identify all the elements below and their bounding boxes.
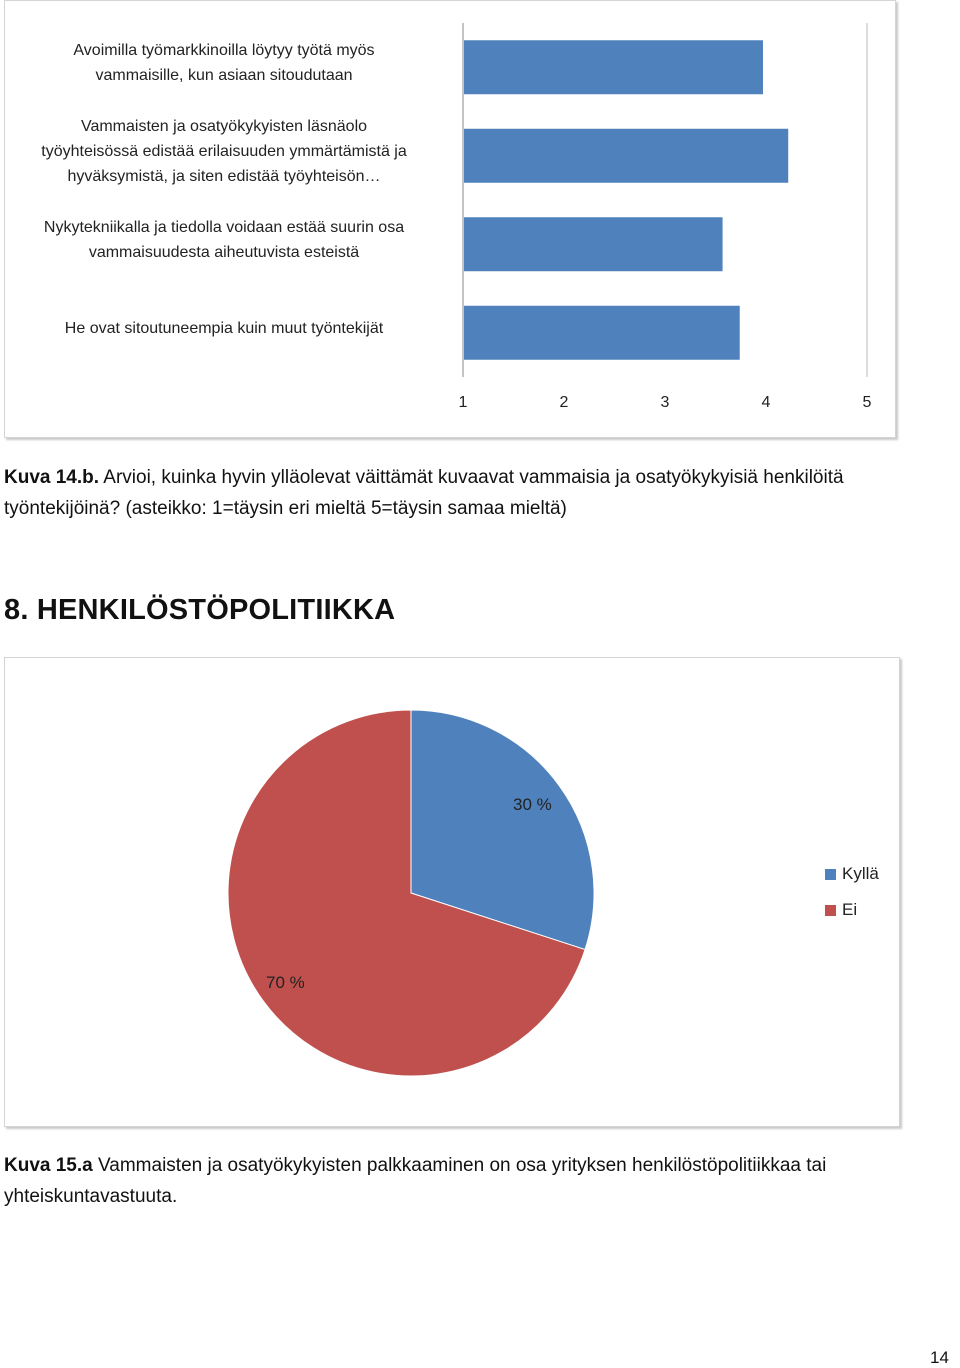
- pie-chart: [4, 657, 900, 1127]
- caption-text-line2: yhteiskuntavastuuta.: [4, 1186, 178, 1207]
- x-tick-label-4: 4: [761, 394, 771, 411]
- legend-label-ei: Ei: [842, 900, 858, 919]
- legend-swatch-kylla: [825, 869, 836, 880]
- category-label-1: [9, 38, 439, 88]
- slice-label-ei: 70 %: [266, 973, 305, 992]
- category-label-line: vammaisuudesta aiheutuvista esteistä: [88, 244, 360, 262]
- x-tick-label-5: 5: [862, 394, 872, 411]
- category-label-line: He ovat sitoutuneempia kuin muut työntekijät: [64, 320, 384, 338]
- category-label-line: työyhteisössä edistää erilaisuuden ymmärtämistä ja: [41, 143, 407, 161]
- x-tick-label-3: 3: [660, 394, 670, 411]
- category-label-line: hyväksymistä, ja siten edistää työyhteisön…: [67, 168, 381, 186]
- caption-prefix: Kuva 15.a: [4, 1155, 93, 1176]
- category-label-line: Avoimilla työmarkkinoilla löytyy työtä myös: [73, 42, 375, 60]
- category-label-line: Nykytekniikalla ja tiedolla voidaan estää suurin osa: [43, 219, 405, 237]
- pie-chart-plot: [5, 658, 899, 1126]
- section-heading: 8. HENKILÖSTÖPOLITIIKKA: [4, 594, 396, 626]
- category-label-line: Vammaisten ja osatyökykyisten läsnäolo: [80, 118, 368, 136]
- caption-figure-15a: [4, 1150, 944, 1212]
- category-label-2: [9, 114, 439, 189]
- legend-item-kylla: [825, 864, 879, 884]
- category-label-line: vammaisille, kun asiaan sitoudutaan: [95, 67, 353, 85]
- x-tick-label-1: 1: [458, 394, 468, 411]
- bar-4: [464, 306, 740, 360]
- caption-text: Vammaisten ja osatyökykyisten palkkaaminen on osa yrityksen henkilöstöpolitiikkaa tai: [92, 1155, 827, 1176]
- caption-text-line2: työntekijöinä? (asteikko: 1=täysin eri mieltä 5=täysin samaa mieltä): [4, 498, 567, 519]
- page-number: 14: [930, 1348, 949, 1367]
- bar-chart: [4, 0, 896, 438]
- x-tick-label-2: 2: [559, 394, 569, 411]
- caption-text: Arvioi, kuinka hyvin ylläolevat väittämät kuvaavat vammaisia ja osatyökykyisiä henkilöitä: [99, 467, 844, 488]
- slice-label-kylla: 30 %: [513, 795, 552, 814]
- bar-2: [464, 129, 788, 183]
- bar-3: [464, 217, 723, 271]
- category-label-3: [9, 215, 439, 265]
- legend-item-ei: [825, 900, 857, 920]
- legend-label-kylla: Kyllä: [842, 864, 879, 883]
- caption-prefix: Kuva 14.b.: [4, 467, 100, 488]
- category-label-4: [9, 316, 439, 341]
- legend-swatch-ei: [825, 905, 836, 916]
- caption-figure-14b: [4, 462, 944, 524]
- bar-1: [464, 40, 763, 94]
